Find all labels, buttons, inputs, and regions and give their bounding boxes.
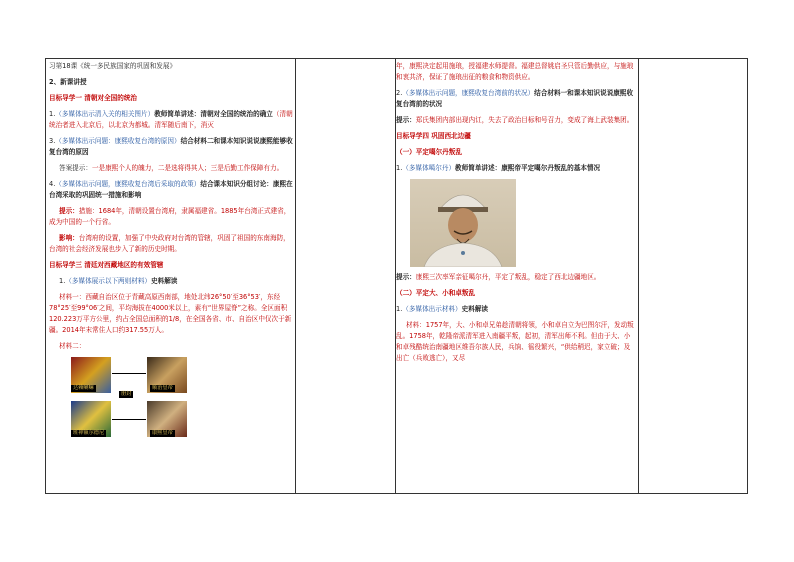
step-4-number: 4. — [49, 180, 56, 188]
material-1-text: 西藏自治区位于青藏高原西南部，地处北纬26°50′至36°53′，东经78°25′至99°06′之间，平均海拔在4000米以上，素有“世界屋脊”之称。全区面积120.223万平方公里，约占全国总面积的1/8，在全国各省、市、自治区中仅次于新疆。2014年末常住人口约317.55万人。 — [49, 293, 292, 334]
impact-hint — [49, 233, 293, 255]
shunzhi-tag: 顺治皇帝 — [152, 385, 173, 391]
answer-hint-text: 一是康熙个人的魄力，二是选将得其人；三是后勤工作保障有力。 — [91, 164, 284, 172]
left-content-column — [49, 61, 293, 439]
question-2 — [396, 88, 636, 110]
right-content-column — [396, 61, 636, 369]
measure-hint-text: 措施：1684年，清朝设置台湾府，隶属福建省。1885年台湾正式建省，成为中国的一个行省。 — [49, 207, 291, 226]
investiture-tag: 册封 — [121, 391, 132, 397]
answer-hint — [49, 163, 293, 174]
galdan-step-1-text: 教师简单讲述：康熙帝平定噶尔丹叛乱的基本情况 — [455, 164, 601, 172]
material-2-label: 材料二： — [59, 342, 86, 350]
step-3-media: （多媒体出示问题：康熙收复台湾的原因） — [55, 137, 181, 145]
tibet-step-1-number: 1. — [59, 277, 66, 285]
subheading-galdan: （一）平定噶尔丹叛乱 — [396, 148, 462, 156]
step-3-text: 结合材料二和课本知识说说康熙能够收复台湾的原因 — [49, 137, 293, 156]
step-3-number: 3. — [49, 137, 56, 145]
measure-hint — [49, 206, 293, 228]
goal-heading-3: 目标导学三 清廷对西藏地区的有效管辖 — [49, 261, 164, 269]
goal-heading-1: 目标导学一 清朝对全国的统治 — [49, 94, 138, 102]
question-2-text: 结合材料一和课本知识说说康熙收复台湾前的状况 — [396, 89, 634, 108]
step-4-text: 结合课本知识分组讨论：康熙在台湾采取的巩固统一措施和影响 — [49, 180, 293, 199]
tibet-investiture-image — [71, 357, 189, 439]
lesson-title-line: 习第18课《统一多民族国家的巩固和发展》 — [49, 62, 177, 70]
question-2-hint — [396, 115, 636, 126]
question-2-hint-label: 提示： — [396, 116, 416, 124]
impact-label: 影响： — [59, 234, 79, 242]
new-lesson-heading: 2、新课讲授 — [49, 78, 87, 86]
khoja-material — [396, 320, 636, 364]
answer-hint-label: 答案提示： — [59, 164, 92, 172]
galdan-hint-text: 康熙三次率军亲征噶尔丹，平定了叛乱，稳定了西北边疆地区。 — [415, 273, 601, 281]
question-2-number: 2. — [396, 89, 403, 97]
material-1-label: 材料一： — [59, 293, 86, 301]
tibet-step-1-text: 史料解读 — [151, 277, 178, 285]
step-1-media: （多媒体出示清入关的相关图片） — [55, 110, 155, 118]
arrow-top — [112, 373, 146, 374]
step-4 — [49, 179, 293, 201]
kangxi-tag: 康熙皇帝 — [152, 430, 173, 436]
khoja-step-1-media: （多媒体出示材料） — [402, 305, 462, 313]
lesson-plan-table — [45, 58, 748, 494]
step-3 — [49, 136, 293, 158]
column-divider-3 — [638, 59, 639, 493]
panchen-lama-tag: 班禅额尔德尼 — [73, 430, 105, 436]
subheading-khoja: （二）平定大、小和卓叛乱 — [396, 289, 476, 297]
column-divider-1 — [295, 59, 296, 493]
khoja-step-1-text: 史料解读 — [461, 305, 489, 313]
measure-hint-label: 提示： — [59, 207, 79, 215]
galdan-portrait-drawing — [410, 179, 516, 267]
dalai-lama-tag: 达赖喇嘛 — [73, 385, 94, 391]
khoja-material-text: 1757年，大、小和卓兄弟趁清朝将领，小和卓自立为巴图尔汗，发动叛乱。1758年，乾隆帝派清军进入南疆平叛，起初，清军出师不利。但由于大、小和卓残酷统治南疆地区维吾尔族人民，兵饷、徭役繁兴，“供给稍迟，家立破；及出亡（兵败逃亡），又尽 — [396, 321, 634, 362]
step-1-number: 1. — [49, 110, 56, 118]
impact-text: 台湾府的设置，加强了中央政府对台湾的管辖，巩固了祖国的东南海防，台湾的社会经济发展也步入了新的历史时期。 — [49, 234, 290, 253]
galdan-step-1-media: （多媒体噶尔丹） — [402, 164, 456, 172]
material-1 — [49, 292, 293, 336]
step-4-media: （多媒体出示问题，康熙收复台湾后采取的政策） — [55, 180, 201, 188]
galdan-portrait — [410, 179, 516, 267]
tibet-step-1-media: （多媒体展示以下两则材料） — [65, 277, 152, 285]
step-1 — [49, 109, 293, 131]
question-2-media: （多媒体出示问题，康熙收复台湾前的状况） — [402, 89, 535, 97]
khoja-material-label: 材料： — [406, 321, 426, 329]
khoja-step-1 — [396, 304, 636, 315]
goal-heading-4: 目标导学四 巩固西北边疆 — [396, 132, 471, 140]
tibet-step-1 — [49, 276, 293, 287]
galdan-step-1 — [396, 163, 636, 174]
galdan-hint — [396, 272, 636, 283]
step-1-text: 教师简单讲述：清朝对全国的统治的确立 — [154, 110, 273, 118]
question-2-hint-text: 郑氏集团内部出现内讧，失去了政治目标和号召力，变成了海上武装集团。 — [415, 116, 634, 124]
galdan-step-1-number: 1. — [396, 164, 403, 172]
arrow-bottom — [112, 419, 146, 420]
step-1-note: （清朝统治者进入北京后，以北京为都城。清军随后南下，消灭 — [49, 110, 293, 129]
continued-text: 年，康熙决定起用施琅，授福建水师提督。福建总督姚启圣只管后勤供应，与施琅和衷共济，保证了施琅出征的粮食和物资供应。 — [396, 62, 634, 81]
khoja-step-1-number: 1. — [396, 305, 403, 313]
galdan-hint-label: 提示： — [396, 273, 416, 281]
